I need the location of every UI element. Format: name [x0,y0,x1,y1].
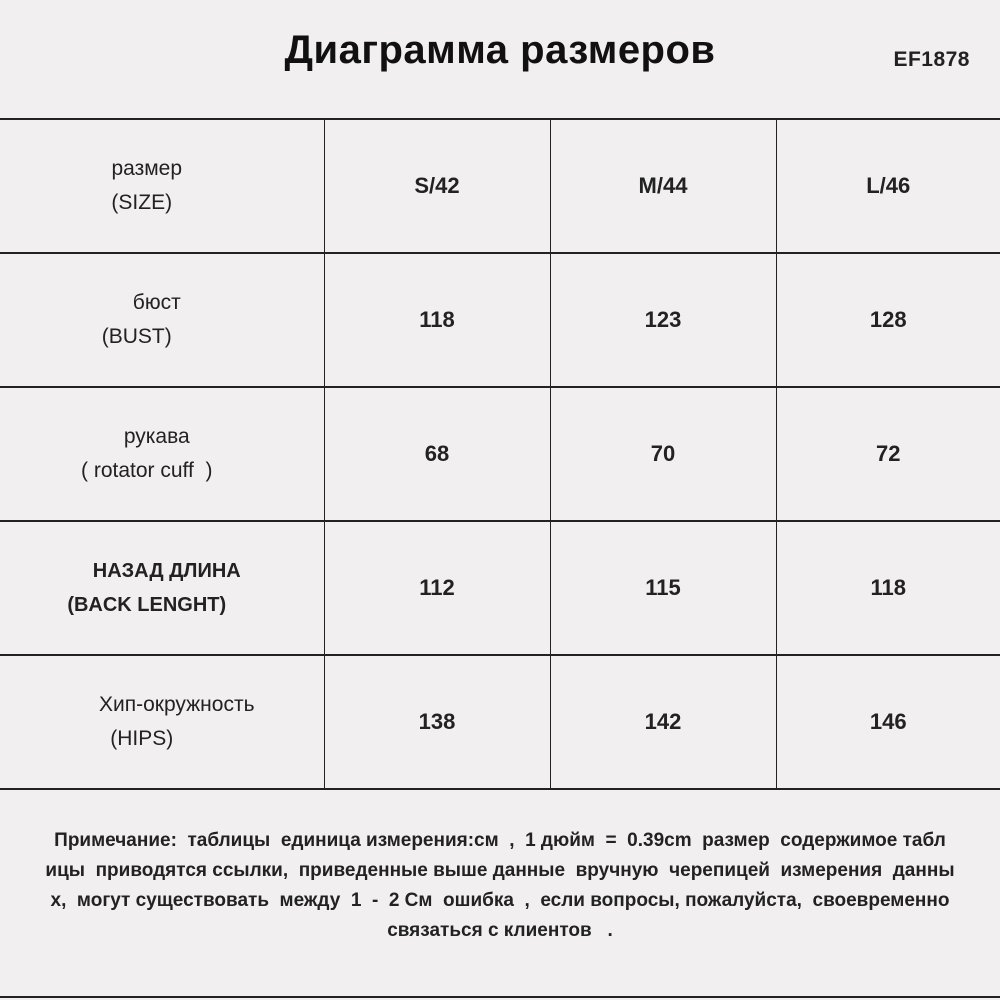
cell-value: 118 [870,575,906,600]
note-line: ицы приводятся ссылки, приведенные выше данные вручную черепицей измерения данны [45,860,955,881]
size-s: S/42 [414,173,460,198]
label-en: ( rotator cuff ) [81,459,213,482]
table-row-hips [0,655,1000,789]
cell-value: 72 [876,441,901,466]
row-label-bust [0,253,324,387]
cell-value: 68 [424,441,450,466]
size-m: M/44 [638,173,688,198]
label-ru: бюст [132,291,181,314]
label-en: (BACK LENGHT) [67,594,227,616]
note-line: х, могут существовать между 1 - 2 См ошибка , если вопросы, пожалуйста, своевременно [50,890,950,911]
size-chart-table [0,118,1000,790]
cell-value: 118 [419,307,455,332]
table-header-row [0,119,1000,253]
cell-value: 123 [644,307,682,332]
header [0,0,1000,118]
label-en: (BUST) [101,325,172,348]
cell-value: 128 [869,307,907,332]
table-row-bust [0,253,1000,387]
cell-value: 70 [650,441,676,466]
footnote [0,826,1000,946]
bottom-divider [0,996,1000,998]
note-line: связаться с клиентов . [387,920,613,941]
row-label-back-length [0,521,324,655]
note-line: Примечание: таблицы единица измерения:см , 1 дюйм = 0.39cm размер содержимое табл [54,830,946,851]
row-label-size [0,119,324,253]
cell-value: 142 [644,709,682,734]
cell-value: 146 [869,709,907,734]
cell-value: 115 [645,575,681,600]
table-row-sleeve [0,387,1000,521]
size-l: L/46 [866,173,911,198]
row-label-sleeve [0,387,324,521]
table-row-back-length [0,521,1000,655]
cell-value: 112 [419,575,455,600]
label-ru: Хип-окружность [98,693,255,716]
row-label-hips [0,655,324,789]
product-code: EF1878 [893,48,970,71]
label-ru: рукава [123,425,190,448]
label-en: (SIZE) [111,191,173,214]
label-en: (HIPS) [110,727,174,750]
page-title: Диаграмма размеров [284,28,716,72]
label-ru: размер [111,157,183,180]
cell-value: 138 [418,709,456,734]
label-ru: НАЗАД ДЛИНА [92,560,241,582]
